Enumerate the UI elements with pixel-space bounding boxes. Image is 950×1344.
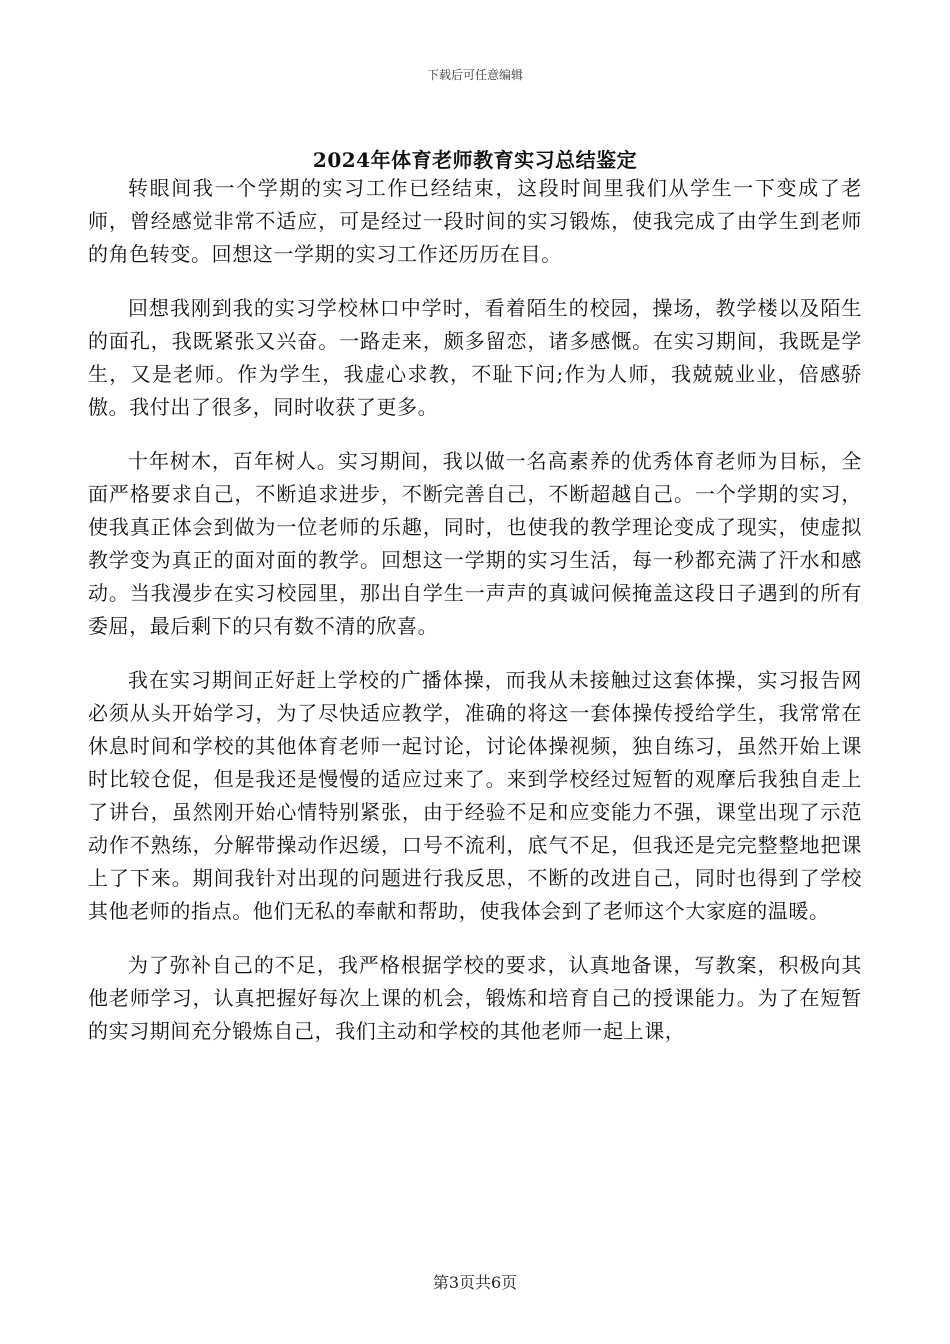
page-header-note: 下载后可任意编辑 (426, 68, 523, 82)
paragraph-4: 我在实习期间正好赶上学校的广播体操，而我从未接触过这套体操，实习报告网必须从头开始学习，为了尽快适应教学，准确的将这一套体操传授给学生，我常常在休息时间和学校的其他体育老师一起讨论，讨论体操视频，独自练习，虽然开始上课时比较仓促，但是我还是慢慢的适应过来了。来到学校经过短暂的观摩后我独自走上了讲台，虽然刚开始心情特别紧张，由于经验不足和应变能力不强，课堂出现了示范动作不熟练，分解带操动作迟缓，口号不流利，底气不足，但我还是完完整整地把课上了下来。期间我针对出现的问题进行我反思，不断的改进自己，同时也得到了学校其他老师的指点。他们无私的奉献和帮助，使我体会到了老师这个大家庭的温暖。 (88, 668, 862, 923)
paragraph-5: 为了弥补自己的不足，我严格根据学校的要求，认真地备课，写教案，积极向其他老师学习，认真把握好每次上课的机会，锻炼和培育自己的授课能力。为了在短暂的实习期间充分锻炼自己，我们主动和学校的其他老师一起上课， (88, 953, 862, 1043)
paragraph-3: 十年树木，百年树人。实习期间，我以做一名高素养的优秀体育老师为目标，全面严格要求自己，不断追求进步，不断完善自己，不断超越自己。一个学期的实习，使我真正体会到做为一位老师的乐趣，同时，也使我的教学理论变成了现实，使虚拟教学变为真正的面对面的教学。回想这一学期的实习生活，每一秒都充满了汗水和感动。当我漫步在实习校园里，那出自学生一声声的真诚问候掩盖这段日子遇到的所有委屈，最后剩下的只有数不清的欣喜。 (88, 449, 862, 638)
page-number-footer: 第3页共6页 (432, 1273, 518, 1292)
document-body (88, 172, 862, 1069)
document-title: 2024年体育老师教育实习总结鉴定 (312, 148, 638, 172)
paragraph-1: 转眼间我一个学期的实习工作已经结束，这段时间里我们从学生一下变成了老师，曾经感觉非常不适应，可是经过一段时间的实习锻炼，使我完成了由学生到老师的角色转变。回想这一学期的实习工作还历历在目。 (88, 176, 862, 266)
paragraph-2: 回想我刚到我的实习学校林口中学时，看着陌生的校园，操场，教学楼以及陌生的面孔，我既紧张又兴奋。一路走来，颇多留恋，诸多感慨。在实习期间，我既是学生，又是老师。作为学生，我虚心求教，不耻下问;作为人师，我兢兢业业，倍感骄傲。我付出了很多，同时收获了更多。 (88, 296, 862, 419)
